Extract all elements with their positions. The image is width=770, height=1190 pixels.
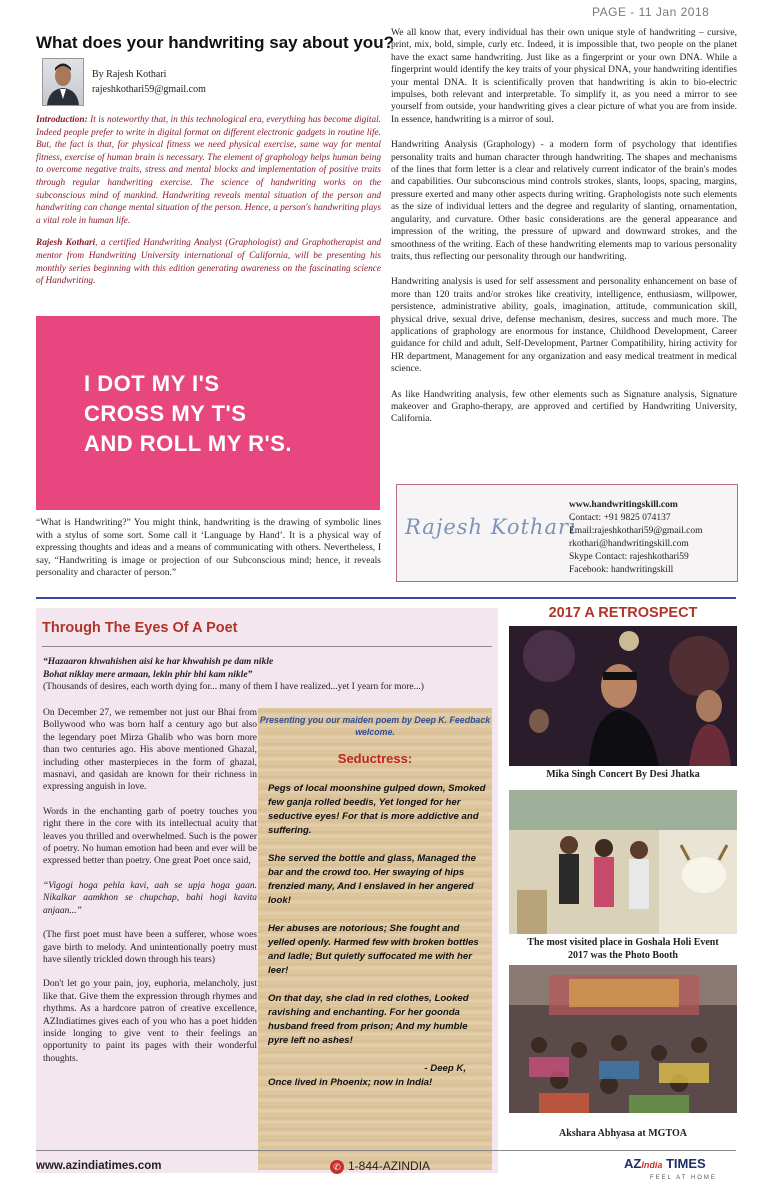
poet-section-title: Through The Eyes Of A Poet [42,620,238,636]
contact-box [396,484,738,582]
contact-phone: Contact: +91 9825 074137 [569,513,671,523]
section-divider [36,597,736,599]
photo-booth-photo [509,790,737,939]
author-photo [42,58,84,106]
poem-title: Seductress: [337,751,413,766]
paragraph: (The first poet must have been a sufferer, whose woes gave birth to melody. And unintentionally poetry must have silently trickled down through his tears) [43,930,257,965]
poem-stanza: She served the bottle and glass, Managed the bar and the crowd too. Her swaying of hips frenzied many, And I enslaved in her angered look! [268,853,476,906]
phone-icon: ✆ [330,1160,344,1174]
article-title: What does your handwriting say about you? [36,33,394,52]
quote-line: “Hazaaron khwahishen aisi ke har khwahish pe dam nikle [43,657,274,667]
bio-text: , a certified Handwriting Analyst (Graphologist) and Graphotherapist and mentor from Handwriting University international of California, will be presenting his monthly series beginning with this edition generating awareness on the fascinating science of Handwriting. [36,238,381,287]
contact-skype: Skype Contact: rajeshkothari59 [569,552,689,562]
what-is-handwriting: “What is Handwriting?” You might think, handwriting is the drawing of symbolic lines with a stylus of some sort. Some call it ‘Language by Hand’. It is a physical way of expressing thoughts and ideas and a means of communicating with others. Nevertheless, I say, “Handwriting is image or projection of our Subconscious mind; hence, it reveals personality and character of person.” [36,518,381,579]
signature: Rajesh Kothari [405,515,577,539]
introduction [36,114,381,298]
footer-divider [36,1150,736,1151]
paragraph: We all know that, every individual has their own unique style of handwriting – cursive, print, mix, bold, simple, curly etc. Indeed, it is impossible that, two people on the planet have the exact same handwriting. Just like as a fingerprint or your own DNA. While a fingerprint would identify the key traits of your physical DNA, your handwriting identifies your mental DNA. It is scientifically proven that handwriting is akin to bio-electric impulses, both relevant and interpretable. To simplify it, as you need a mirror to see yourself from outside, your handwriting gives a clear picture of what you are from inside. In essence, handwriting is a mirror of soul. [391,28,737,125]
concert-caption: Mika Singh Concert By Desi Jhatka [546,769,700,780]
author-name: By Rajesh Kothari [92,69,167,80]
quote-line: Bohat niklay mere armaan, lekin phir bhi kam nikle” [43,669,253,680]
paragraph: On December 27, we remember not just our Bhai from Bollywood who was born half a century ago but also the legendary poet Mirza Ghalib who was born more than two centuries ago. His above mentioned Ghazal, including other masterpieces in the form of ghazal, masnavi, and qasidah are known for their richness in expressing anguish in love. [43,708,257,793]
ghalib-quote [43,656,495,694]
poem-signoff-location: Once lived in Phoenix; now in India! [268,1077,433,1088]
bio-name: Rajesh Kothari [36,238,96,249]
footer-phone [330,1159,430,1174]
akshara-caption: Akshara Abhyasa at MGTOA [559,1128,687,1139]
contact-email-2[interactable]: rkothari@handwritingskill.com [569,539,689,549]
phone-number: 1-844-AZINDIA [348,1159,431,1173]
website-link[interactable]: www.handwritingskill.com [569,500,678,510]
retrospect-title: 2017 A RETROSPECT [548,605,698,621]
poem-stanza: Pegs of local moonshine gulped down, Smoked few ganja rolled beedis, Yet longed for her seductive eyes! For that is more addictive and suffering. [268,783,486,836]
contact-facebook: Facebook: handwritingskill [569,565,674,575]
intro-label: Introduction: [36,115,88,125]
pull-quote-line: AND ROLL MY R'S. [84,431,292,456]
pull-quote-line: I DOT MY I'S [84,371,220,396]
logo-tagline: FEEL AT HOME [650,1175,717,1181]
paragraph: Handwriting Analysis (Graphology) - a modern form of psychology that identifies personality traits and human character through handwriting. The shapes and mechanisms of the lines that form letter is a clear and relatively current indicator of the brain's modes and capabilities. Our subconscious mind controls strokes, slants, loops, spacing, margins, pressure exerted and many other aspects during writing. Graphologists note such elements as the size of individual letters and the degree and regularity of slanting, ornamentation, angularity, and curvature. Other basic considerations are the general appearance and impression of the writing, the pressure of upward and downward strokes, and the smoothness of the writing. Each of these handwriting elements map to various personality traits, thus reflecting our personality through our handwriting. [391,140,737,262]
photo-booth-caption [509,936,737,962]
logo-times: TIMES [665,1156,706,1171]
caption-line: 2017 was the Photo Booth [567,950,678,961]
hindi-verse: “Vigogi hoga pehla kavi, aah se upja hoga gaan. Nikalkar aamkhon se chupchap, bahi hogi kavita anjaan...” [43,880,257,916]
contact-list [569,499,703,577]
poem-header: Presenting you our maiden poem by Deep K. Feedback welcome. [259,715,491,737]
poet-body [43,707,257,1077]
logo-india: India [641,1160,663,1170]
poem-signoff: - Deep K, [424,1063,466,1074]
article-right-column [391,27,737,439]
quote-translation: (Thousands of desires, each worth dying for... many of them I have realized...yet I yearn for more...) [43,682,424,692]
paragraph: As like Handwriting analysis, few other elements such as Signature analysis, Signature makeover and Grapho-therapy, are approved and certified by Handwriting University, California. [391,389,737,425]
poem-box [258,708,492,1170]
poem-stanza: Her abuses are notorious; She fought and yelled openly. Harmed few with broken bottles and ladle; But quietly suffocated me with her leer! [268,923,479,976]
poet-section [36,608,498,1173]
divider [42,646,492,647]
page-number: PAGE - 11 Jan 2018 [592,5,710,19]
akshara-photo [509,965,737,1118]
poem-stanza: On that day, she clad in red clothes, Looked ravishing and enchanting. For her goonda husband freed from prison; And my humble pyre left no ashes! [268,993,469,1046]
intro-text: It is noteworthy that, in this technological era, everything has become digital. Indeed people prefer to write in digital format on different electronic gadgets in routine life. But, the fact is that, for physical fitness we need physical exercise, same way for mental fitness, exercise of human brain is necessary. The element of graphology helps human being to overcome negative traits, stress and mental blocks and implementation of positive traits through regular handwriting exercise. The science of handwriting works on the subconscious mind of mankind. Handwriting reveals mental situation of the person and handwriting can change mental situation of the person. Hence, a person's handwriting plays a vital role in human life. [36,115,381,226]
concert-photo [509,626,737,771]
author-byline [92,67,206,97]
poem-text [268,782,488,1090]
azindiatimes-logo [624,1156,706,1171]
logo-az: AZ [624,1156,642,1171]
pull-quote-line: CROSS MY T'S [84,401,247,426]
paragraph: Don't let go your pain, joy, euphoria, melancholy, just like that. Give them the expression through rhymes and rhythms. As a hardcore patron of creative excellence, AZIndiatimes gives each of you who has a poet hidden inside longing to give vent to their feelings an opportunity to paint its pages with their wonderful thoughts. [43,979,257,1064]
paragraph: Handwriting analysis is used for self assessment and personality enhancement on base of more than 120 traits and/or strokes like creativity, intelligence, enthusiasm, willpower, persistence, administrative ability, goals, imagination, attitude, communication skill, physical drive, sexual drive, defense mechanism, desires, success and much more. The applications of graphology are enormous for instance, Childhood Development, Career guidance for child and adult, Self-Development, Partner Compatibility, hiring activity for HR department, Management for any organization and easy medical treatment in medical science. [391,277,737,375]
pull-quote-box [36,316,380,510]
footer-url[interactable]: www.azindiatimes.com [36,1160,162,1172]
paragraph: Words in the enchanting garb of poetry touches you right there in the core with its intellectual acuity that leaves you thrilled and overwhelmed. Such is the power of poetry. No human emotion had been and ever will be expressed better than poetry. One great Poet once said, [43,806,257,867]
caption-line: The most visited place in Goshala Holi Event [527,937,719,948]
contact-email[interactable]: Email:rajeshkothari59@gmail.com [569,526,703,536]
author-email: rajeshkothari59@gmail.com [92,84,206,95]
